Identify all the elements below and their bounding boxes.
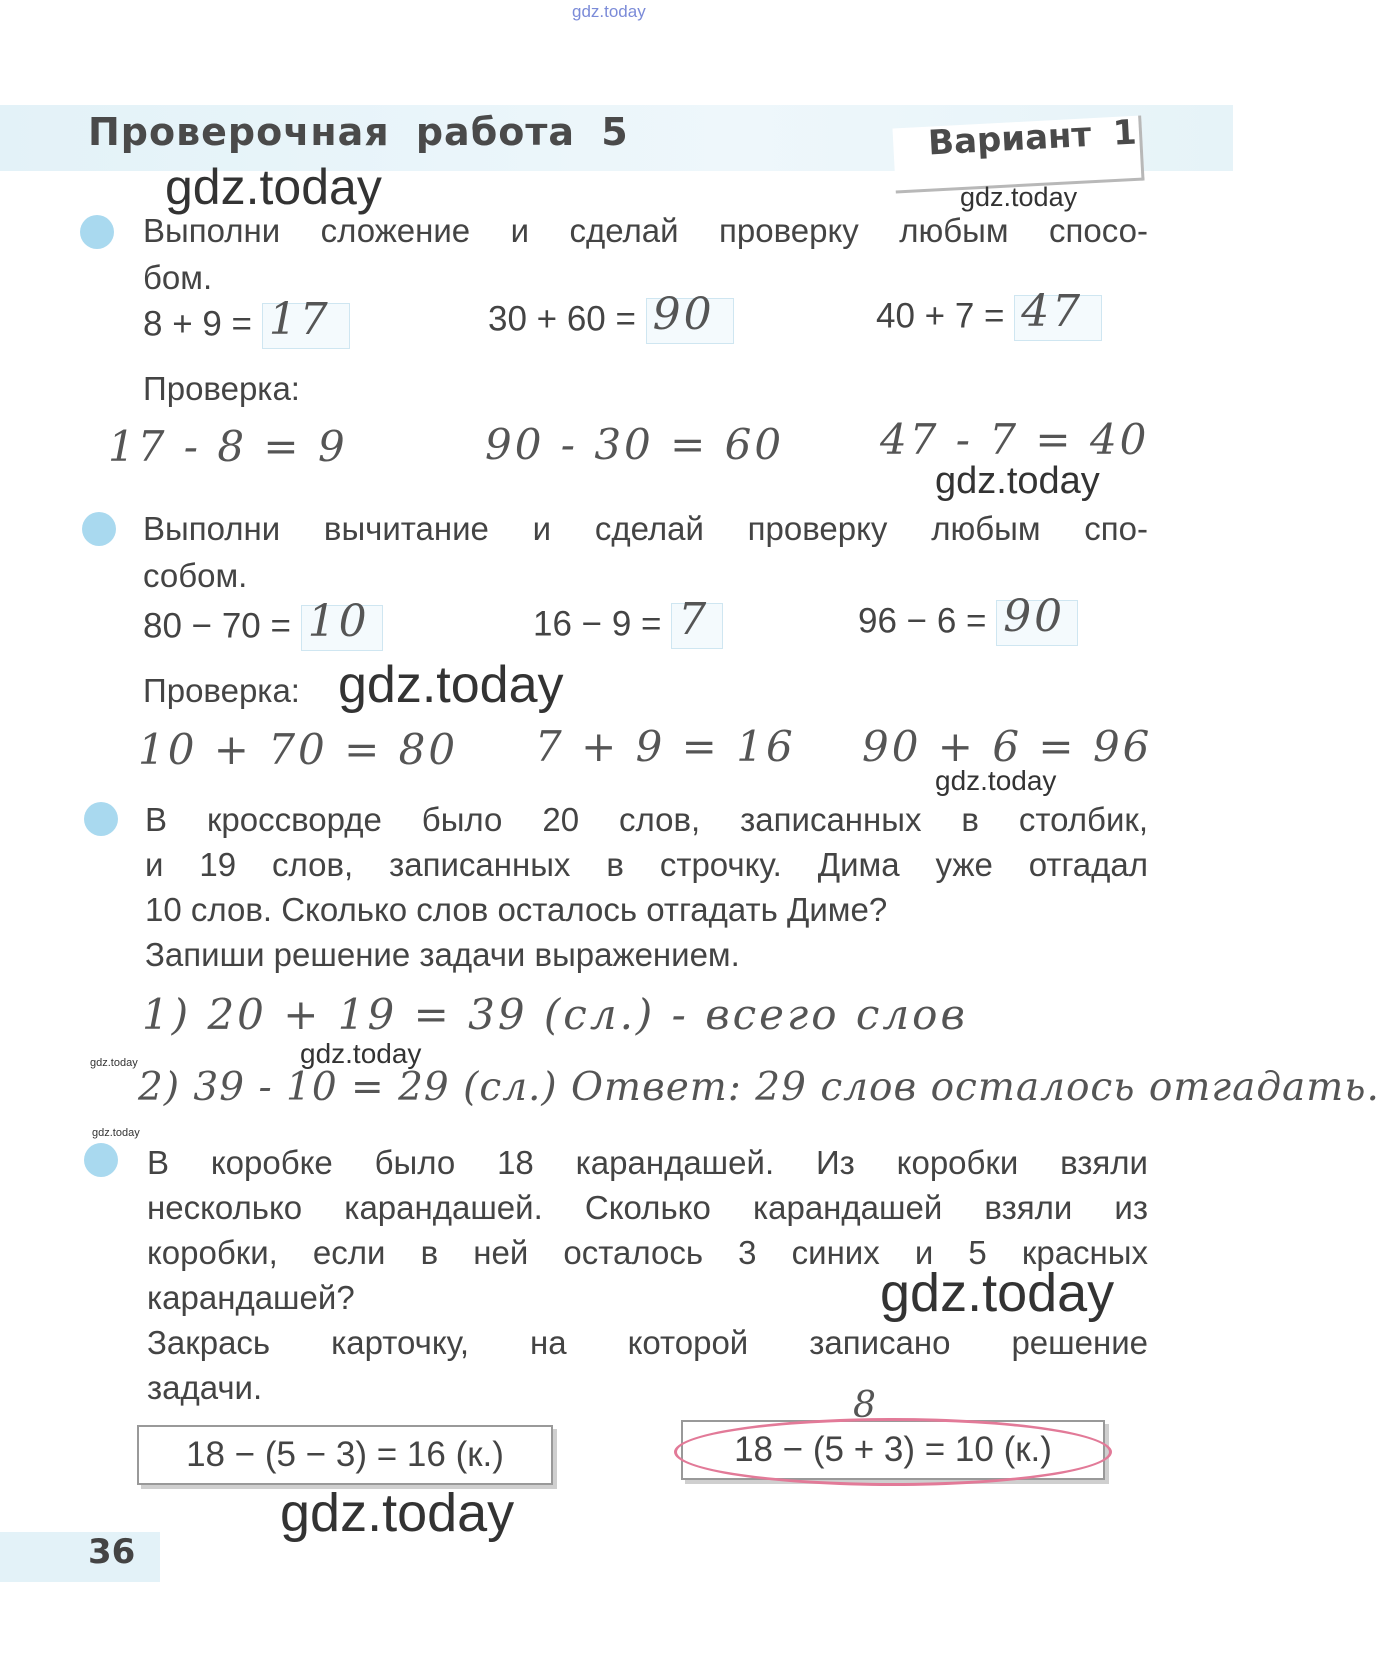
task1-equation-1 <box>143 294 350 349</box>
watermark: gdz.today <box>338 656 564 714</box>
task2-equation-2 <box>533 594 723 649</box>
task2-text-line2: собом. <box>143 557 248 594</box>
task1-answer-box-3[interactable] <box>1014 286 1102 341</box>
task3-answer-1: 1) 20 + 19 = 39 (сл.) - всего слов <box>142 990 968 1039</box>
task1-answer-2: 90 <box>652 289 715 340</box>
task2-check-label: Проверка: <box>143 672 300 709</box>
task2-answer-box-2[interactable] <box>671 594 723 649</box>
watermark: gdz.today <box>165 159 382 215</box>
task2-check-2: 7 + 9 = 16 <box>535 722 796 771</box>
page-title: Проверочная работа 5 <box>88 110 629 154</box>
task4-card2-note: 8 <box>853 1385 879 1426</box>
task4-line-6: задачи. <box>147 1369 263 1406</box>
task4-line-2: несколько карандашей. Сколько карандашей взяли из <box>147 1189 1148 1226</box>
task2-eq1-text: 80 − 70 = <box>143 606 291 646</box>
task3-line-4: Запиши решение задачи выражением. <box>145 936 740 973</box>
task1-answer-box-2[interactable] <box>646 289 734 344</box>
task3-line-2: и 19 слов, записанных в строчку. Дима уже отгадал <box>145 846 1148 883</box>
watermark: gdz.today <box>935 460 1100 502</box>
task2-answer-2: 7 <box>678 594 710 645</box>
task2-equation-3 <box>858 591 1078 646</box>
task1-equation-2 <box>488 289 734 344</box>
task1-check-label: Проверка: <box>143 370 300 407</box>
answer-card-1[interactable]: 18 − (5 − 3) = 16 (к.) <box>137 1425 553 1485</box>
selection-oval-marker <box>674 1418 1112 1486</box>
watermark: gdz.today <box>300 1038 422 1069</box>
task-number-1-icon <box>80 215 114 249</box>
task1-check-3: 47 - 7 = 40 <box>880 415 1150 464</box>
task2-answer-1: 10 <box>307 596 370 647</box>
task-number-3-icon <box>84 802 118 836</box>
task1-answer-3: 47 <box>1021 286 1084 337</box>
task2-equation-1 <box>143 596 383 651</box>
task2-eq2-text: 16 − 9 = <box>533 604 662 644</box>
answer-card-2[interactable]: 18 − (5 + 3) = 10 (к.) <box>681 1420 1105 1480</box>
task2-answer-box-3[interactable] <box>996 591 1078 646</box>
task1-equation-3 <box>876 286 1102 341</box>
task3-line-3: 10 слов. Сколько слов осталось отгадать Диме? <box>145 891 888 928</box>
task2-check-1: 10 + 70 = 80 <box>138 725 459 774</box>
task-number-4-icon <box>84 1143 118 1177</box>
variant-label: Вариант 1 <box>927 112 1138 164</box>
task4-line-5: Закрась карточку, на которой записано решение <box>147 1324 1148 1361</box>
watermark: gdz.today <box>935 765 1057 796</box>
task1-answer-box-1[interactable] <box>262 294 350 349</box>
page-number: 36 <box>88 1532 136 1572</box>
watermark-top: gdz.today <box>572 2 646 21</box>
task1-eq1-text: 8 + 9 = <box>143 304 252 344</box>
task2-check-3: 90 + 6 = 96 <box>862 722 1153 771</box>
task1-answer-1: 17 <box>268 294 331 345</box>
page-number-band <box>0 1532 160 1582</box>
task2-answer-3: 90 <box>1003 591 1066 642</box>
task4-line-4: карандашей? <box>147 1279 355 1316</box>
task3-line-1: В кроссворде было 20 слов, записанных в столбик, <box>145 801 1148 838</box>
watermark: gdz.today <box>880 1263 1115 1323</box>
watermark: gdz.today <box>280 1483 515 1543</box>
task1-eq3-text: 40 + 7 = <box>876 296 1005 336</box>
task1-check-2: 90 - 30 = 60 <box>485 420 785 469</box>
task3-answer-2: 2) 39 - 10 = 29 (сл.) Ответ: 29 слов осталось отгадать. <box>138 1065 1380 1110</box>
task1-check-1: 17 - 8 = 9 <box>108 422 348 471</box>
task2-eq3-text: 96 − 6 = <box>858 601 987 641</box>
task2-text-line1: Выполни вычитание и сделай проверку любым спо- <box>143 510 1148 547</box>
task1-text-line1: Выполни сложение и сделай проверку любым спосо- <box>143 212 1148 249</box>
task1-eq2-text: 30 + 60 = <box>488 299 636 339</box>
watermark: gdz.today <box>90 1057 138 1069</box>
task1-text-line2: бом. <box>143 259 213 296</box>
watermark: gdz.today <box>960 182 1078 212</box>
task4-line-3: коробки, если в ней осталось 3 синих и 5 красных <box>147 1234 1148 1271</box>
task4-line-1: В коробке было 18 карандашей. Из коробки взяли <box>147 1144 1148 1181</box>
task-number-2-icon <box>82 512 116 546</box>
task2-answer-box-1[interactable] <box>301 596 383 651</box>
watermark: gdz.today <box>92 1127 140 1139</box>
